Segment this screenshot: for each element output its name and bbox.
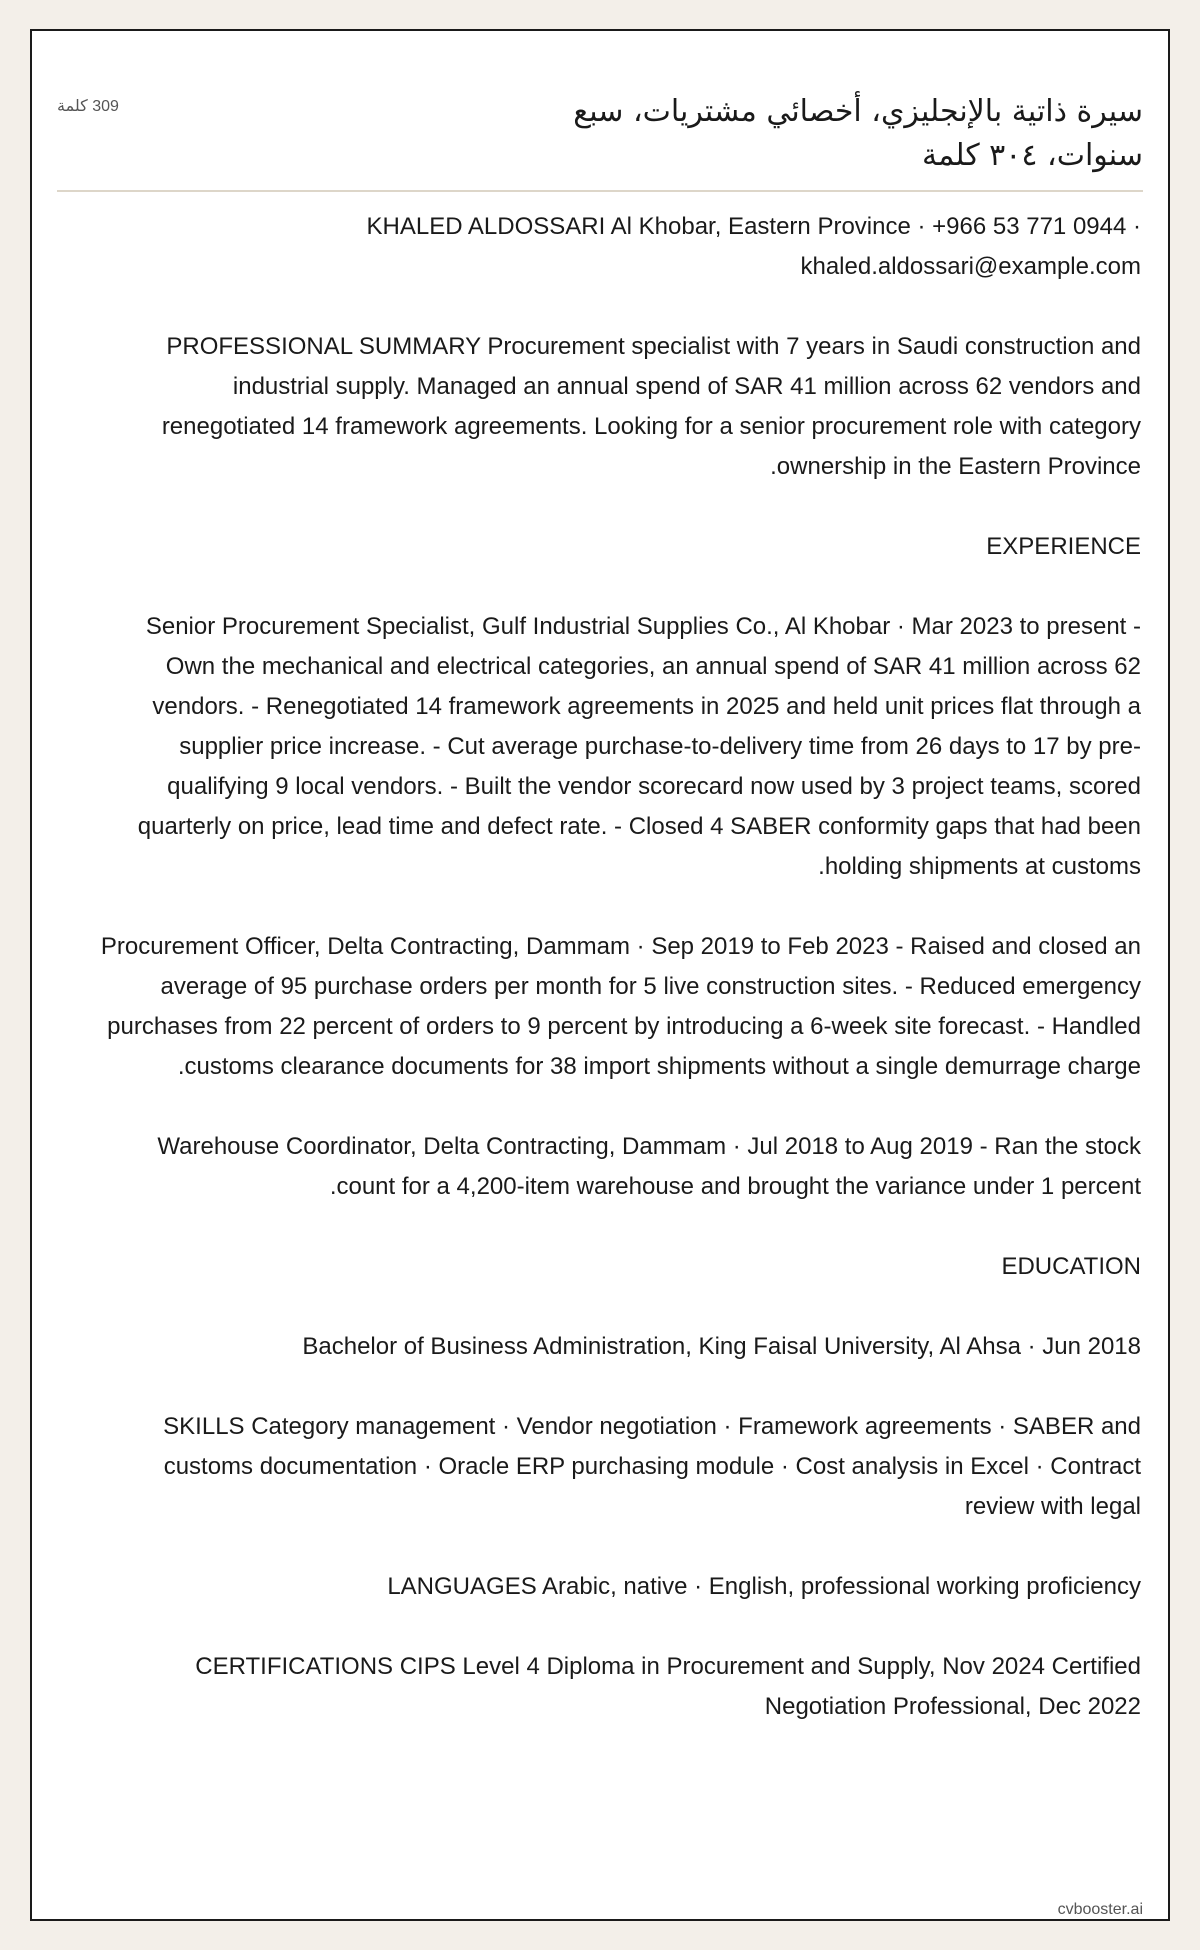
education-heading: EDUCATION [1001,1253,1141,1280]
brand-footer: cvbooster.ai [1057,1901,1143,1918]
skills-section: SKILLS Category management · Vendor negotiation · Framework agreements · SABER and customs documentation · Oracle ERP purchasing module · Cost analysis in Excel · Contract review with legal [163,1413,1141,1520]
document-header [57,56,1143,192]
document-title: سيرة ذاتية بالإنجليزي، أخصائي مشتريات، سبع سنوات، ٣٠٤ كلمة [573,94,1143,173]
education-entry: Bachelor of Business Administration, King Faisal University, Al Ahsa · Jun 2018 [302,1333,1141,1360]
certifications-section: CERTIFICATIONS CIPS Level 4 Diploma in Procurement and Supply, Nov 2024 Certified Negotiation Professional, Dec 2022 [195,1653,1141,1720]
experience-entry-2: Procurement Officer, Delta Contracting, Dammam · Sep 2019 to Feb 2023 - Raised and closed an average of 95 purchase orders per month for 5 live construction sites. - Reduced emergency purchases from 22 percent of orders to 9 percent by introducing a 6-week site forecast. - Handled customs clearance documents for 38 import shipments without a single demurrage charge. [100,933,1141,1080]
languages-section: LANGUAGES Arabic, native · English, professional working proficiency [387,1573,1141,1600]
document-page [30,29,1170,1921]
experience-entry-3: Warehouse Coordinator, Delta Contracting, Dammam · Jul 2018 to Aug 2019 - Ran the stock count for a 4,200-item warehouse and brought the variance under 1 percent. [157,1133,1141,1200]
resume-body [99,207,1141,1767]
experience-entry-1: Senior Procurement Specialist, Gulf Industrial Supplies Co., Al Khobar · Mar 2023 to present - Own the mechanical and electrical categories, an annual spend of SAR 41 million across 62 vendors. - Renegotiated 14 framework agreements in 2025 and held unit prices flat through a supplier price increase. - Cut average purchase-to-delivery time from 26 days to 17 by pre-qualifying 9 local vendors. - Built the vendor scorecard now used by 3 project teams, scored quarterly on price, lead time and defect rate. - Closed 4 SABER conformity gaps that had been holding shipments at customs. [137,613,1141,880]
word-count-label: 309 كلمة [57,98,119,115]
professional-summary: PROFESSIONAL SUMMARY Procurement specialist with 7 years in Saudi construction and industrial supply. Managed an annual spend of SAR 41 million across 62 vendors and renegotiated 14 framework agreements. Looking for a senior procurement role with category ownership in the Eastern Province. [161,333,1141,480]
experience-heading: EXPERIENCE [986,533,1141,560]
contact-line: KHALED ALDOSSARI Al Khobar, Eastern Province · +966 53 771 0944 · khaled.aldossari@example.com [366,213,1141,280]
